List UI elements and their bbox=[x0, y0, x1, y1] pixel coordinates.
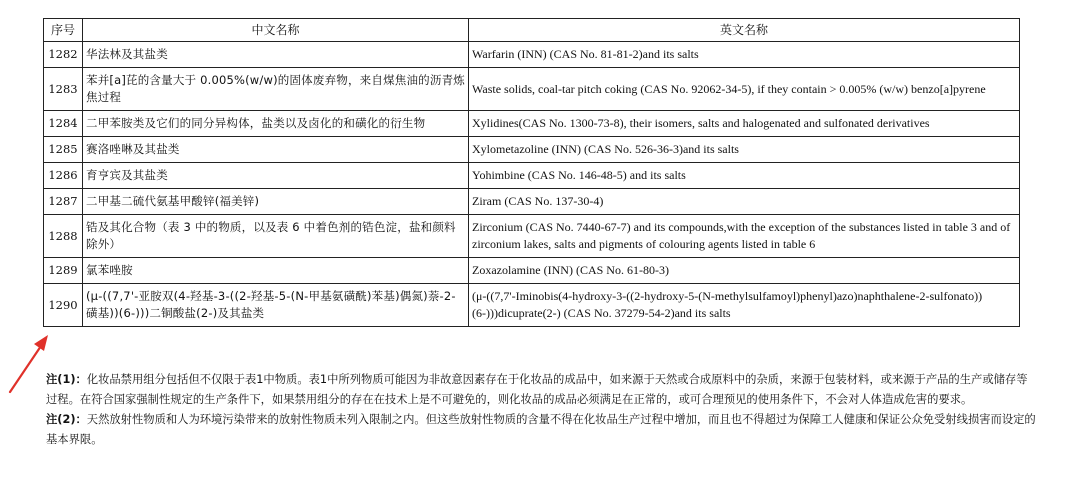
chinese-name-cell: 二甲苯胺类及它们的同分异构体，盐类以及卤化的和磺化的衍生物 bbox=[83, 111, 469, 137]
row-number: 1282 bbox=[44, 42, 83, 68]
header-serial-number: 序号 bbox=[44, 19, 83, 42]
english-name-cell: Xylometazoline (INN) (CAS No. 526-36-3)and its salts bbox=[469, 137, 1020, 163]
row-number: 1289 bbox=[44, 258, 83, 284]
footnote-2 bbox=[46, 410, 1036, 449]
row-number: 1290 bbox=[44, 284, 83, 327]
english-name-cell: Zirconium (CAS No. 7440-67-7) and its compounds,with the exception of the substances listed in table 3 and of zirconium lakes, salts and pigments of colouring agents listed in table 6 bbox=[469, 215, 1020, 258]
footnotes bbox=[46, 370, 1036, 450]
footnote-text: 天然放射性物质和人为环境污染带来的放射性物质未列入限制之内。但这些放射性物质的含量不得在化妆品生产过程中增加，而且也不得超过为保障工人健康和保证公众免受射线损害而设定的基本界限。 bbox=[46, 413, 1036, 446]
row-number: 1288 bbox=[44, 215, 83, 258]
chinese-name-cell: 氯苯唑胺 bbox=[83, 258, 469, 284]
chinese-name-cell: 苯并[a]芘的含量大于 0.005%(w/w)的固体废弃物，来自煤焦油的沥青炼焦过程 bbox=[83, 68, 469, 111]
table-row bbox=[44, 137, 1020, 163]
chinese-name-cell: 育亨宾及其盐类 bbox=[83, 163, 469, 189]
row-number: 1283 bbox=[44, 68, 83, 111]
footnote-text: 化妆品禁用组分包括但不仅限于表1中物质。表1中所列物质可能因为非故意因素存在于化妆品的成品中，如来源于天然或合成原料中的杂质，来源于包装材料，或来源于产品的生产或储存等过程。在符合国家强制性规定的生产条件下，如果禁用组分的存在在技术上是不可避免的，则化妆品的成品必须满足在正常的，或可合理预见的使用条件下，不会对人体造成危害的要求。 bbox=[46, 373, 1028, 406]
english-name-cell: Ziram (CAS No. 137-30-4) bbox=[469, 189, 1020, 215]
table-row bbox=[44, 42, 1020, 68]
row-number: 1287 bbox=[44, 189, 83, 215]
table-row bbox=[44, 284, 1020, 327]
row-number: 1286 bbox=[44, 163, 83, 189]
english-name-cell: (μ-((7,7'-Iminobis(4-hydroxy-3-((2-hydroxy-5-(N-methylsulfamoyl)phenyl)azo)naphthalene-2-sulfonato))(6-)))dicuprate(2-) (CAS No. 37279-54-2)and its salts bbox=[469, 284, 1020, 327]
table-row bbox=[44, 68, 1020, 111]
table-row bbox=[44, 189, 1020, 215]
english-name-cell: Xylidines(CAS No. 1300-73-8), their isomers, salts and halogenated and sulfonated derivatives bbox=[469, 111, 1020, 137]
footnote-label: 注(2)： bbox=[46, 413, 87, 426]
table-row bbox=[44, 215, 1020, 258]
footnote-1 bbox=[46, 370, 1036, 409]
row-number: 1285 bbox=[44, 137, 83, 163]
chinese-name-cell: 二甲基二硫代氨基甲酸锌(福美锌) bbox=[83, 189, 469, 215]
header-chinese-name: 中文名称 bbox=[83, 19, 469, 42]
table-row bbox=[44, 111, 1020, 137]
ingredient-table bbox=[43, 18, 1020, 327]
table-row bbox=[44, 258, 1020, 284]
english-name-cell: Zoxazolamine (INN) (CAS No. 61-80-3) bbox=[469, 258, 1020, 284]
chinese-name-cell: 锆及其化合物（表 3 中的物质，以及表 6 中着色剂的锆色淀，盐和颜料除外） bbox=[83, 215, 469, 258]
english-name-cell: Waste solids, coal-tar pitch coking (CAS No. 92062-34-5), if they contain > 0.005% (w/w) benzo[a]pyrene bbox=[469, 68, 1020, 111]
row-number: 1284 bbox=[44, 111, 83, 137]
table-row bbox=[44, 163, 1020, 189]
header-english-name: 英文名称 bbox=[469, 19, 1020, 42]
table-header-row bbox=[44, 19, 1020, 42]
chinese-name-cell: (μ-((7,7'-亚胺双(4-羟基-3-((2-羟基-5-(N-甲基氨磺酰)苯基)偶氮)萘-2-磺基))(6-)))二铜酸盐(2-)及其盐类 bbox=[83, 284, 469, 327]
footnote-label: 注(1)： bbox=[46, 373, 87, 386]
chinese-name-cell: 华法林及其盐类 bbox=[83, 42, 469, 68]
english-name-cell: Warfarin (INN) (CAS No. 81-81-2)and its salts bbox=[469, 42, 1020, 68]
chinese-name-cell: 赛洛唑啉及其盐类 bbox=[83, 137, 469, 163]
english-name-cell: Yohimbine (CAS No. 146-48-5) and its salts bbox=[469, 163, 1020, 189]
